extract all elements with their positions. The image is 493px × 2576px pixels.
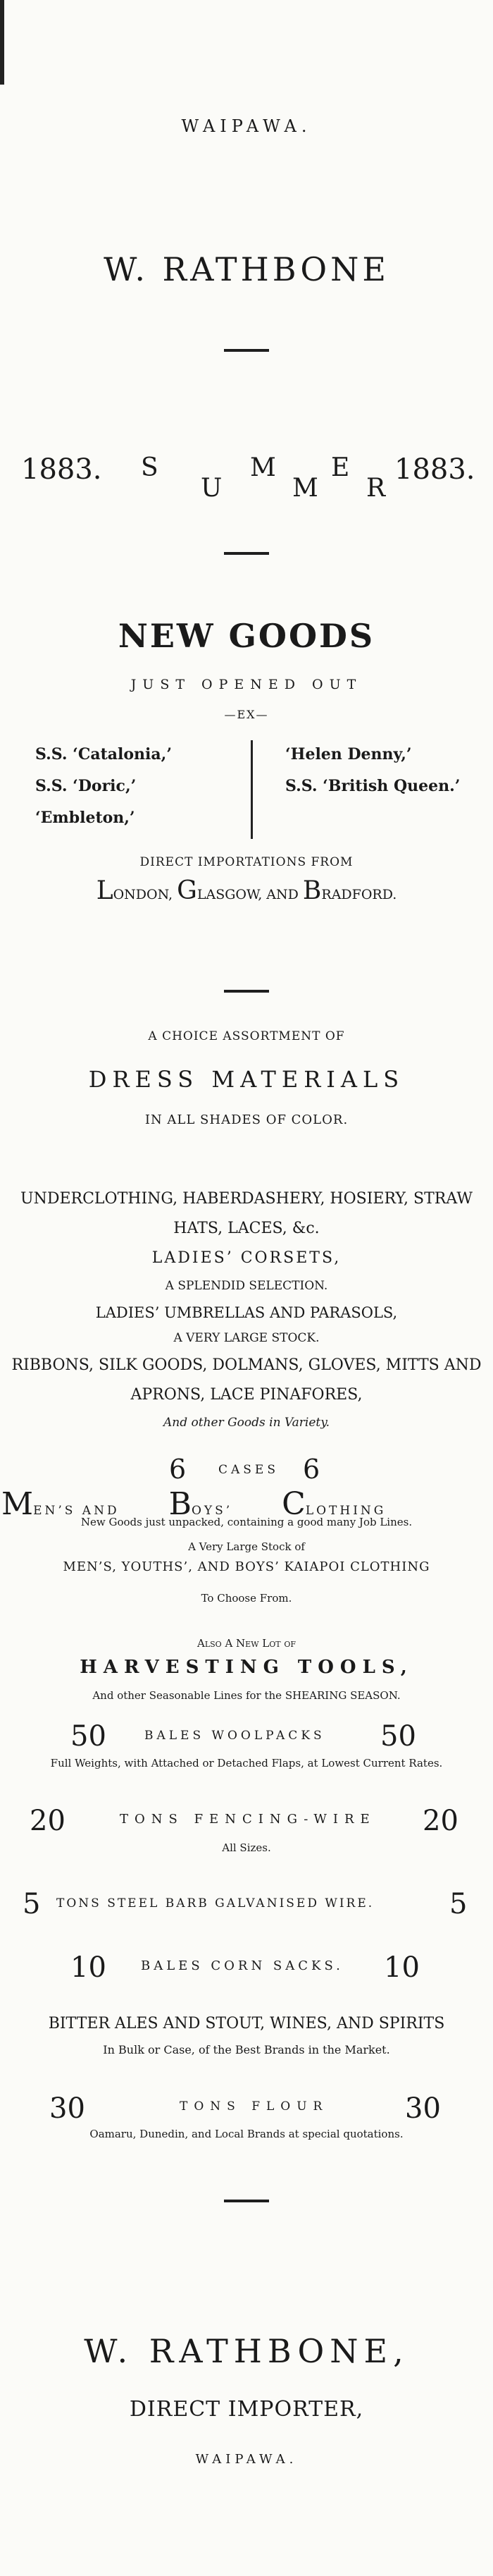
ladies-selection: A SPLENDID SELECTION.: [165, 1279, 328, 1293]
new-goods-subtitle: JUST OPENED OUT: [130, 677, 363, 692]
clothing-unpacked: New Goods just unpacked, containing a good many Job Lines.: [80, 1516, 413, 1528]
season-letter-e: E: [331, 453, 350, 482]
new-goods-ex: —EX—: [224, 708, 269, 721]
import-cities: [0, 876, 493, 905]
barb-num-right: 5: [449, 1888, 468, 1920]
ship-british-queen: S.S. ‘British Queen.’: [285, 777, 461, 795]
season-letter-r: R: [366, 474, 386, 503]
divider: [224, 349, 269, 352]
divider: [224, 990, 269, 993]
c-rest: LOTHING: [305, 1504, 387, 1518]
and-word: AND: [266, 887, 299, 902]
divider: [224, 2200, 269, 2202]
b-rest: OYS’: [191, 1504, 233, 1518]
woolpacks-num-right: 50: [380, 1720, 416, 1753]
corn-label: BALES CORN SACKS.: [141, 1958, 344, 1973]
clothing-choose: To Choose From.: [201, 1592, 292, 1605]
year-left: 1883.: [21, 453, 102, 486]
year-right: 1883.: [394, 453, 475, 486]
footer-merchant: W. RATHBONE,: [84, 2332, 409, 2370]
c-initial: C: [282, 1486, 306, 1522]
ladies-ribbons1: RIBBONS, SILK GOODS, DOLMANS, GLOVES, MITTS AND: [11, 1356, 482, 1374]
glasgow-initial: G: [177, 876, 197, 905]
harvesting-also: Also A New Lot of: [196, 1637, 297, 1650]
footer-town: WAIPAWA.: [195, 2452, 298, 2467]
ship-catalonia: S.S. ‘Catalonia,’: [35, 745, 172, 763]
season-letter-m2: M: [292, 474, 318, 503]
cases-num-right: 6: [303, 1454, 320, 1485]
barb-label: TONS STEEL BARB GALVANISED WIRE.: [56, 1896, 375, 1910]
header-merchant: W. RATHBONE: [104, 250, 389, 288]
flour-num-right: 30: [405, 2092, 441, 2125]
ales-detail: In Bulk or Case, of the Best Brands in the Market.: [103, 2043, 390, 2056]
corn-num-left: 10: [70, 1951, 106, 1984]
woolpacks-detail: Full Weights, with Attached or Detached Flaps, at Lowest Current Rates.: [50, 1757, 443, 1770]
ship-column-divider: [251, 740, 253, 839]
corn-num-right: 10: [384, 1951, 420, 1984]
cases-num-left: 6: [169, 1454, 187, 1485]
new-goods-title: NEW GOODS: [118, 617, 375, 655]
m-initial: M: [1, 1486, 34, 1522]
glasgow-rest: LASGOW,: [196, 887, 263, 902]
ladies-variety: And other Goods in Variety.: [163, 1416, 330, 1430]
barb-num-left: 5: [23, 1888, 41, 1920]
fencing-sizes: All Sizes.: [222, 1841, 271, 1854]
dress-title: DRESS MATERIALS: [88, 1066, 405, 1093]
clothing-large-stock: A Very Large Stock of: [188, 1540, 305, 1553]
ladies-line2: HATS, LACES, &c.: [173, 1220, 320, 1237]
bradford-initial: B: [302, 876, 322, 905]
season-letter-m1: M: [250, 453, 276, 482]
flour-label: TONS FLOUR: [180, 2099, 329, 2114]
ship-helen-denny: ‘Helen Denny,’: [285, 745, 412, 763]
ship-doric: S.S. ‘Doric,’: [35, 777, 137, 795]
dress-shades: IN ALL SHADES OF COLOR.: [144, 1112, 349, 1127]
harvesting-title: HARVESTING TOOLS,: [80, 1657, 413, 1678]
london-initial: L: [96, 876, 113, 905]
b-initial: B: [168, 1486, 192, 1522]
harvesting-seasonable: And other Seasonable Lines for the SHEARING SEASON.: [92, 1689, 401, 1702]
flour-detail: Oamaru, Dunedin, and Local Brands at special quotations.: [89, 2128, 404, 2140]
divider: [224, 552, 269, 555]
ladies-ribbons2: APRONS, LACE PINAFORES,: [130, 1386, 363, 1404]
flour-num-left: 30: [49, 2092, 85, 2125]
fencing-num-right: 20: [423, 1805, 458, 1837]
woolpacks-num-left: 50: [70, 1720, 106, 1753]
dress-intro: A CHOICE ASSORTMENT OF: [148, 1029, 345, 1043]
footer-title: DIRECT IMPORTER,: [129, 2397, 364, 2422]
page-edge-mark: [0, 0, 4, 85]
importations-label: DIRECT IMPORTATIONS FROM: [139, 855, 354, 869]
cases-label: CASES: [218, 1463, 279, 1477]
bradford-rest: RADFORD.: [321, 887, 397, 902]
header-town: WAIPAWA.: [181, 116, 312, 136]
woolpacks-label: BALES WOOLPACKS: [144, 1729, 325, 1743]
ladies-stock: A VERY LARGE STOCK.: [173, 1331, 320, 1345]
fencing-label: TONS FENCING-WIRE: [120, 1812, 376, 1827]
m-rest: EN’S AND: [33, 1504, 120, 1518]
ales-title: BITTER ALES AND STOUT, WINES, AND SPIRITS: [48, 2015, 445, 2032]
season-letter-u: U: [201, 474, 223, 503]
clothing-kaiapoi: MEN’S, YOUTHS’, AND BOYS’ KAIAPOI CLOTHING: [63, 1559, 430, 1574]
london-rest: ONDON,: [113, 887, 173, 902]
ladies-umbrellas: LADIES’ UMBRELLAS AND PARASOLS,: [95, 1304, 398, 1321]
fencing-num-left: 20: [30, 1805, 65, 1837]
ship-embleton: ‘Embleton,’: [35, 809, 135, 827]
season-letter-s: S: [141, 453, 158, 482]
ladies-corsets: LADIES’ CORSETS,: [151, 1249, 342, 1267]
ladies-line1: UNDERCLOTHING, HABERDASHERY, HOSIERY, STRAW: [20, 1190, 473, 1208]
